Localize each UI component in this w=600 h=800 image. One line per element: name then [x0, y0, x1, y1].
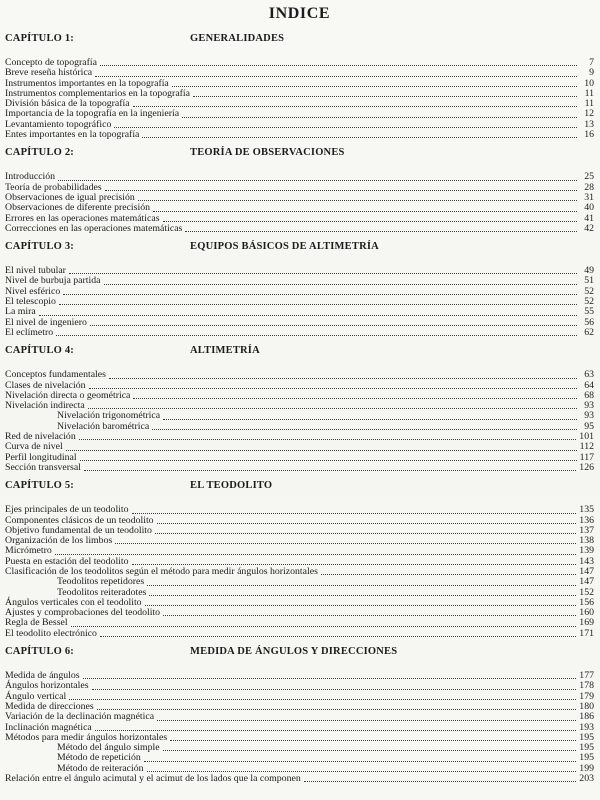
dot-leader	[66, 450, 577, 451]
toc-entry-page: 171	[579, 627, 594, 639]
chapter-section	[5, 147, 594, 234]
toc-entry-text: Relación entre el ángulo acimutal y el acimut de los lados que la componen	[5, 773, 301, 785]
toc-entry-page: 199	[579, 762, 594, 774]
toc-entry-text: Métodos para medir ángulos horizontales	[5, 731, 168, 743]
toc-entry-page: 11	[584, 98, 594, 110]
toc-entry-page: 9	[589, 67, 594, 79]
dot-leader	[100, 65, 577, 66]
toc-entry-page: 143	[579, 555, 594, 567]
toc-entry	[5, 505, 594, 515]
chapter-title: EL TEODOLITO	[190, 480, 273, 492]
toc-entry-text: Medida de direcciones	[5, 700, 94, 712]
toc-entry-page: 56	[584, 316, 594, 328]
dot-leader	[69, 273, 577, 274]
toc-entry-text: Curva de nivel	[5, 441, 63, 453]
toc-entry-page: 64	[584, 379, 594, 391]
toc-entry-text: La mira	[5, 306, 36, 318]
dot-leader	[133, 398, 577, 399]
toc-entry-page: 63	[584, 369, 594, 381]
toc-entry	[5, 774, 594, 784]
toc-entry-text: Ángulos verticales con el teodolito	[5, 596, 142, 608]
toc-entry	[5, 536, 594, 546]
toc-entry	[5, 307, 594, 317]
dot-leader	[92, 689, 577, 690]
toc-entry-page: 7	[589, 57, 594, 68]
chapter-section	[5, 480, 594, 639]
toc-entry-page: 52	[584, 296, 594, 308]
toc-entry-page: 16	[584, 129, 594, 141]
toc-entry-text: Teodolitos repetidores	[57, 576, 145, 588]
toc-entry-page: 147	[579, 565, 594, 577]
toc-entry-text: Introducción	[5, 171, 56, 183]
dot-leader	[115, 543, 576, 544]
toc-entry-text: Sección transversal	[5, 461, 81, 473]
toc-entry	[5, 608, 594, 618]
dot-leader	[95, 76, 577, 77]
toc-entry	[5, 432, 594, 442]
toc-entry-page: 139	[579, 545, 594, 557]
dot-leader	[321, 574, 576, 575]
toc-entry-page: 93	[584, 410, 594, 422]
chapter-title: MEDIDA DE ÁNGULOS Y DIRECCIONES	[190, 646, 398, 658]
toc-entry-page: 10	[584, 77, 594, 89]
toc-entry-page: 13	[584, 118, 594, 130]
dot-leader	[132, 564, 577, 565]
chapter-heading	[5, 241, 594, 253]
chapter-section	[5, 241, 594, 338]
dot-leader	[138, 200, 577, 201]
toc-entry-text: Clases de nivelación	[5, 379, 86, 391]
toc-entry-page: 52	[584, 285, 594, 297]
toc-entry-page: 126	[579, 461, 594, 473]
toc-entry-page: 178	[579, 680, 594, 692]
toc-entry-page: 195	[579, 731, 594, 743]
chapter-label: CAPÍTULO 4:	[5, 345, 74, 357]
dot-leader	[84, 470, 576, 471]
dot-leader	[80, 460, 577, 461]
toc-entry-text: Ajustes y comprobaciones del teodolito	[5, 607, 161, 619]
chapter-title: ALTIMETRÍA	[190, 345, 260, 357]
toc-entry-page: 137	[579, 524, 594, 536]
toc-entry	[5, 370, 594, 380]
toc-entry-text: Nivel esférico	[5, 285, 61, 297]
toc-entry-page: 195	[579, 752, 594, 764]
dot-leader	[59, 304, 577, 305]
toc-entry-page: 55	[584, 306, 594, 318]
dot-leader	[182, 117, 577, 118]
dot-leader	[79, 439, 577, 440]
chapter-section	[5, 33, 594, 140]
toc-entry-text: El nivel tubular	[5, 265, 66, 277]
dot-leader	[163, 419, 577, 420]
dot-leader	[83, 678, 577, 679]
toc-entry	[5, 297, 594, 307]
toc-entry-text: Micrómetro	[5, 545, 52, 557]
toc-entry-page: 42	[584, 222, 594, 234]
toc-entry-text: Conceptos fundamentales	[5, 369, 106, 381]
dot-leader	[153, 211, 577, 212]
toc-entry	[5, 671, 594, 681]
toc-entry-text: Perfil longitudinal	[5, 451, 77, 463]
toc-entry-page: 152	[579, 586, 594, 598]
dot-leader	[147, 585, 576, 586]
dot-leader	[304, 781, 577, 782]
dot-leader	[100, 636, 576, 637]
toc-entry	[5, 681, 594, 691]
chapter-heading	[5, 480, 594, 492]
toc-entry-text: Variación de la declinación magnética	[5, 711, 155, 723]
toc-entry-page: 62	[584, 326, 594, 338]
dot-leader	[104, 284, 578, 285]
toc-entry	[5, 287, 594, 297]
toc-entry-text: Componentes clásicos de un teodolito	[5, 514, 154, 526]
toc-entry	[5, 712, 594, 722]
toc-entry-text: Inclinación magnética	[5, 721, 92, 733]
toc-entry-text: Objetivo fundamental de un teodolito	[5, 524, 152, 536]
toc-entry-page: 112	[579, 441, 594, 453]
toc-entry-text: Nivelación indirecta	[5, 400, 85, 412]
chapter-title: TEORÍA DE OBSERVACIONES	[190, 147, 345, 159]
toc-entry	[5, 58, 594, 68]
dot-leader	[89, 388, 577, 389]
dot-leader	[163, 615, 576, 616]
dot-leader	[114, 127, 577, 128]
toc-entry-text: Ejes principales de un teodolito	[5, 504, 129, 516]
toc-entry-text: Puesta en estación del teodolito	[5, 555, 129, 567]
toc-entry-page: 117	[579, 451, 594, 463]
dot-leader	[56, 335, 577, 336]
dot-leader	[142, 137, 577, 138]
toc-entry-page: 41	[584, 212, 594, 224]
chapter-heading	[5, 147, 594, 159]
toc-entry-text: Importancia de la topografía en la ingeniería	[5, 108, 180, 120]
toc-entry-page: 138	[579, 535, 594, 547]
dot-leader	[63, 294, 577, 295]
toc-entry-text: Nivel de burbuja partida	[5, 275, 101, 287]
dot-leader	[149, 595, 576, 596]
chapter-label: CAPÍTULO 3:	[5, 241, 74, 253]
toc-entry	[5, 453, 594, 463]
toc-entry-page: 12	[584, 108, 594, 120]
dot-leader	[105, 190, 577, 191]
dot-leader	[157, 523, 577, 524]
toc-entry-text: Entes importantes en la topografía	[5, 129, 140, 141]
toc-entry-text: Errores en las operaciones matemáticas	[5, 212, 160, 224]
toc-entry-page: 169	[579, 617, 594, 629]
toc-entry-page: 40	[584, 202, 594, 214]
toc-entry-page: 136	[579, 514, 594, 526]
dot-leader	[69, 699, 576, 700]
dot-leader	[133, 106, 577, 107]
toc-entry	[5, 276, 594, 286]
toc-entry-text: Método del ángulo simple	[57, 742, 160, 754]
toc-entry-text: Teodolitos reiteradotes	[57, 586, 147, 598]
toc-entry-page: 93	[584, 400, 594, 412]
dot-leader	[193, 96, 577, 97]
toc-entry-page: 160	[579, 607, 594, 619]
toc-entry-text: Observaciones de igual precisión	[5, 191, 135, 203]
toc-entry	[5, 422, 594, 432]
toc-entry-page: 156	[579, 596, 594, 608]
chapter-label: CAPÍTULO 2:	[5, 147, 74, 159]
toc-entry-page: 203	[579, 773, 594, 785]
dot-leader	[155, 533, 576, 534]
toc-entry-text: Instrumentos complementarios en la topografía	[5, 87, 190, 99]
toc-entry-text: Clasificación de los teodolitos según el método para medir ángulos horizontales	[5, 565, 318, 577]
toc-entry-page: 68	[584, 389, 594, 401]
toc-entry	[5, 629, 594, 639]
toc-entry	[5, 224, 594, 234]
dot-leader	[97, 709, 577, 710]
toc-entry-page: 11	[584, 87, 594, 99]
toc-entry-text: Breve reseña histórica	[5, 67, 93, 79]
dot-leader	[163, 221, 577, 222]
dot-leader	[144, 761, 577, 762]
toc-entry	[5, 391, 594, 401]
toc-entry-text: Método de reiteración	[57, 762, 144, 774]
dot-leader	[163, 750, 577, 751]
toc-entry-text: Organización de los limbos	[5, 535, 113, 547]
toc-entry-page: 95	[584, 420, 594, 432]
toc-entry-text: Nivelación directa o geométrica	[5, 389, 131, 401]
dot-leader	[71, 626, 577, 627]
toc-entry	[5, 318, 594, 328]
dot-leader	[172, 86, 577, 87]
chapter-label: CAPÍTULO 6:	[5, 646, 74, 658]
toc-entry-text: Regla de Bessel	[5, 617, 68, 629]
chapter-label: CAPÍTULO 5:	[5, 480, 74, 492]
toc-entry-text: Medida de ángulos	[5, 670, 80, 682]
chapter-list	[5, 33, 594, 784]
toc-entry	[5, 442, 594, 452]
toc-entry-page: 147	[579, 576, 594, 588]
toc-entry-text: Levantamiento topográfico	[5, 118, 112, 130]
toc-entry	[5, 130, 594, 140]
chapter-section	[5, 646, 594, 784]
toc-entry-page: 193	[579, 721, 594, 733]
toc-entry-page: 135	[579, 504, 594, 516]
dot-leader	[152, 429, 577, 430]
toc-entry-page: 179	[579, 690, 594, 702]
toc-entry-page: 25	[584, 171, 594, 183]
chapter-section	[5, 345, 594, 473]
dot-leader	[88, 408, 577, 409]
chapter-title: EQUIPOS BÁSICOS DE ALTIMETRÍA	[190, 241, 379, 253]
toc-entry-text: Ángulos horizontales	[5, 680, 89, 692]
dot-leader	[157, 720, 576, 721]
chapter-label: CAPÍTULO 1:	[5, 33, 74, 44]
chapter-title: GENERALIDADES	[190, 33, 285, 44]
toc-entry-page: 177	[579, 670, 594, 682]
toc-entry-text: Concepto de topografía	[5, 57, 97, 68]
toc-entry-text: El teodolito electrónico	[5, 627, 97, 639]
toc-entry-text: División básica de la topografía	[5, 98, 130, 110]
toc-entry-text: Ángulo vertical	[5, 690, 67, 702]
toc-entry-page: 180	[579, 700, 594, 712]
dot-leader	[55, 554, 577, 555]
dot-leader	[145, 605, 577, 606]
toc-entry-text: Método de repetición	[57, 752, 141, 764]
toc-entry-text: El eclímetro	[5, 326, 54, 338]
dot-leader	[58, 180, 577, 181]
dot-leader	[95, 730, 577, 731]
dot-leader	[147, 771, 577, 772]
toc-entry-page: 186	[579, 711, 594, 723]
chapter-heading	[5, 33, 594, 45]
toc-entry	[5, 328, 594, 338]
toc-entry-text: Nivelación trigonométrica	[57, 410, 161, 422]
toc-entry-text: Observaciones de diferente precisión	[5, 202, 150, 214]
dot-leader	[109, 378, 577, 379]
toc-entry-page: 101	[579, 431, 594, 443]
toc-entry-text: Nivelación barométrica	[57, 420, 150, 432]
chapter-heading	[5, 345, 594, 357]
dot-leader	[185, 231, 577, 232]
toc-entry-page: 49	[584, 265, 594, 277]
toc-entry	[5, 463, 594, 473]
toc-entry-text: El telescopio	[5, 296, 56, 308]
dot-leader	[90, 325, 577, 326]
toc-entry-text: El nivel de ingeniero	[5, 316, 87, 328]
dot-leader	[170, 740, 576, 741]
chapter-heading	[5, 646, 594, 658]
toc-entry-text: Red de nivelación	[5, 431, 76, 443]
page-title: INDICE	[268, 5, 331, 22]
toc-entry-text: Correcciones en las operaciones matemáticas	[5, 222, 183, 234]
toc-entry-page: 51	[584, 275, 594, 287]
toc-entry-text: Teoría de probabilidades	[5, 181, 102, 193]
dot-leader	[39, 315, 577, 316]
toc-entry-text: Instrumentos importantes en la topografía	[5, 77, 169, 89]
dot-leader	[132, 513, 577, 514]
toc-entry-page: 28	[584, 181, 594, 193]
toc-entry-page: 31	[584, 191, 594, 203]
toc-entry-page: 195	[579, 742, 594, 754]
